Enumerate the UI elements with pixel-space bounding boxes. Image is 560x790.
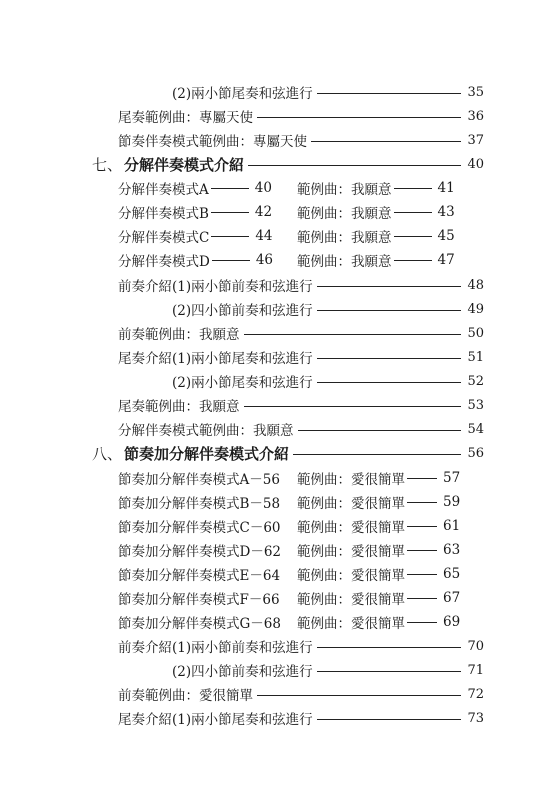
- leader-line: [407, 622, 437, 623]
- page-number: 41: [437, 180, 455, 196]
- leader-line: [394, 236, 432, 237]
- toc-entry: [118, 417, 484, 441]
- leader-line: [317, 647, 462, 648]
- leader-line: [211, 212, 249, 213]
- entry-title: (2)兩小節尾奏和弦進行: [172, 375, 313, 391]
- page-number: 65: [443, 566, 461, 582]
- entry-title: 前奏介紹(1)兩小節前奏和弦進行: [118, 279, 313, 295]
- page-number: 45: [437, 228, 455, 244]
- entry-title: 範例曲：我願意: [297, 230, 392, 246]
- entry-title: 尾奏範例曲：我願意: [118, 399, 240, 415]
- toc-pair-entry: [297, 248, 455, 272]
- page-number: 63: [443, 542, 461, 558]
- toc-entry: [118, 345, 484, 369]
- toc-pair-entry: [118, 176, 272, 200]
- toc-entry: [172, 80, 484, 104]
- section-number: 七、: [92, 155, 123, 174]
- page-number: 52: [467, 373, 484, 389]
- toc-pair-entry: [118, 610, 281, 634]
- toc-entry: [118, 682, 484, 706]
- toc-entry: [118, 104, 484, 128]
- leader-line: [317, 310, 462, 311]
- leader-line: [394, 260, 432, 261]
- leader-line: [317, 719, 462, 720]
- entry-title: 節奏加分解伴奏模式F－66: [118, 592, 280, 608]
- toc-pair-entry: [118, 538, 281, 562]
- page-number: 71: [467, 662, 484, 678]
- entry-title: 前奏介紹(1)兩小節前奏和弦進行: [118, 640, 313, 656]
- page-number: 56: [467, 445, 484, 461]
- leader-line: [394, 212, 432, 213]
- entry-title: 節奏加分解伴奏模式D－62: [118, 544, 282, 560]
- entry-title: 範例曲：愛很簡單: [297, 568, 405, 584]
- leader-line: [311, 141, 461, 142]
- entry-title: 範例曲：愛很簡單: [297, 496, 405, 512]
- page-number: 49: [467, 301, 484, 317]
- page-number: 47: [437, 252, 455, 268]
- toc-pair-entry: [297, 610, 460, 634]
- page-number: 54: [467, 421, 484, 437]
- toc-entry: [172, 297, 484, 321]
- toc-entry: [118, 321, 484, 345]
- toc-pair-entry: [297, 538, 460, 562]
- leader-line: [407, 502, 437, 503]
- toc-pair-entry: [118, 562, 280, 586]
- leader-line: [317, 671, 462, 672]
- page-number: 67: [443, 590, 461, 606]
- entry-title: 前奏範例曲：我願意: [118, 327, 240, 343]
- section-title: 分解伴奏模式介紹: [124, 155, 245, 174]
- leader-line: [248, 165, 461, 166]
- page-number: 69: [443, 614, 461, 630]
- page-number: 36: [467, 108, 484, 124]
- entry-title: 尾奏介紹(1)兩小節尾奏和弦進行: [118, 712, 313, 728]
- leader-line: [293, 454, 461, 455]
- entry-title: 節奏加分解伴奏模式C－60: [118, 520, 281, 536]
- entry-title: 分解伴奏模式C: [118, 230, 210, 246]
- toc-pair-entry: [297, 176, 455, 200]
- toc-entry: [118, 128, 484, 152]
- toc-pair-entry: [118, 586, 280, 610]
- entry-title: (2)兩小節尾奏和弦進行: [172, 86, 313, 102]
- toc-entry: [118, 706, 484, 730]
- entry-title: 節奏加分解伴奏模式E－64: [118, 568, 281, 584]
- leader-line: [407, 550, 437, 551]
- leader-line: [407, 478, 437, 479]
- leader-line: [244, 334, 462, 335]
- section-heading: [92, 152, 484, 176]
- page-number: 42: [254, 204, 273, 220]
- leader-line: [212, 260, 250, 261]
- leader-line: [317, 93, 462, 94]
- toc-pair-entry: [297, 466, 460, 490]
- entry-title: 前奏範例曲：愛很簡單: [118, 688, 253, 704]
- page-number: 40: [254, 180, 272, 196]
- leader-line: [211, 188, 249, 189]
- page-number: 46: [255, 252, 274, 268]
- toc-pair-entry: [118, 514, 281, 538]
- page-number: 72: [467, 686, 484, 702]
- entry-title: 分解伴奏模式範例曲：我願意: [118, 423, 294, 439]
- page-number: 48: [467, 277, 484, 293]
- entry-title: 分解伴奏模式A: [118, 182, 209, 198]
- entry-title: 尾奏範例曲：專屬天使: [118, 110, 253, 126]
- toc-pair-entry: [297, 490, 460, 514]
- entry-title: 範例曲：愛很簡單: [297, 472, 405, 488]
- page-number: 37: [467, 132, 484, 148]
- toc-entry: [118, 634, 484, 658]
- toc-entry: [118, 393, 484, 417]
- page-number: 35: [467, 84, 484, 100]
- page-number: 59: [443, 494, 461, 510]
- entry-title: 分解伴奏模式D: [118, 254, 210, 270]
- entry-title: 範例曲：我願意: [297, 182, 392, 198]
- entry-title: 節奏伴奏模式範例曲：專屬天使: [118, 134, 307, 150]
- page-number: 51: [467, 349, 484, 365]
- leader-line: [244, 406, 462, 407]
- entry-title: 範例曲：我願意: [297, 206, 392, 222]
- leader-line: [257, 117, 461, 118]
- section-number: 八、: [92, 444, 123, 463]
- leader-line: [407, 598, 437, 599]
- page-number: 44: [255, 228, 273, 244]
- leader-line: [407, 526, 437, 527]
- toc-pair-entry: [118, 466, 280, 490]
- section-title: 節奏加分解伴奏模式介紹: [124, 444, 290, 463]
- leader-line: [298, 430, 462, 431]
- page-number: 61: [443, 518, 461, 534]
- toc-entry: [118, 273, 484, 297]
- toc-pair-entry: [118, 248, 273, 272]
- page-number: 40: [467, 156, 484, 172]
- page-number: 53: [467, 397, 484, 413]
- entry-title: 範例曲：愛很簡單: [297, 616, 405, 632]
- leader-line: [394, 188, 432, 189]
- entry-title: 節奏加分解伴奏模式A－56: [118, 472, 280, 488]
- entry-title: 節奏加分解伴奏模式B－58: [118, 496, 281, 512]
- toc-pair-entry: [118, 200, 272, 224]
- entry-title: (2)四小節前奏和弦進行: [172, 303, 313, 319]
- page-number: 57: [443, 470, 461, 486]
- section-heading: [92, 441, 484, 465]
- leader-line: [211, 236, 249, 237]
- toc-pair-entry: [297, 586, 460, 610]
- toc-entry: [172, 658, 484, 682]
- page-number: 73: [467, 710, 484, 726]
- entry-title: 範例曲：愛很簡單: [297, 592, 405, 608]
- page-number: 70: [467, 638, 484, 654]
- entry-title: 範例曲：愛很簡單: [297, 520, 405, 536]
- leader-line: [317, 382, 462, 383]
- leader-line: [407, 574, 437, 575]
- entry-title: 尾奏介紹(1)兩小節尾奏和弦進行: [118, 351, 313, 367]
- entry-title: 範例曲：愛很簡單: [297, 544, 405, 560]
- entry-title: (2)四小節前奏和弦進行: [172, 664, 313, 680]
- toc-pair-entry: [297, 224, 455, 248]
- toc-pair-entry: [118, 490, 280, 514]
- toc-pair-entry: [297, 200, 455, 224]
- page-number: 50: [467, 325, 484, 341]
- entry-title: 分解伴奏模式B: [118, 206, 209, 222]
- toc-pair-entry: [118, 224, 273, 248]
- entry-title: 節奏加分解伴奏模式G－68: [118, 616, 281, 632]
- toc-pair-entry: [297, 514, 460, 538]
- leader-line: [257, 695, 461, 696]
- entry-title: 範例曲：我願意: [297, 254, 392, 270]
- toc-pair-entry: [297, 562, 460, 586]
- leader-line: [317, 358, 462, 359]
- toc-entry: [172, 369, 484, 393]
- leader-line: [317, 286, 462, 287]
- page-number: 43: [437, 204, 455, 220]
